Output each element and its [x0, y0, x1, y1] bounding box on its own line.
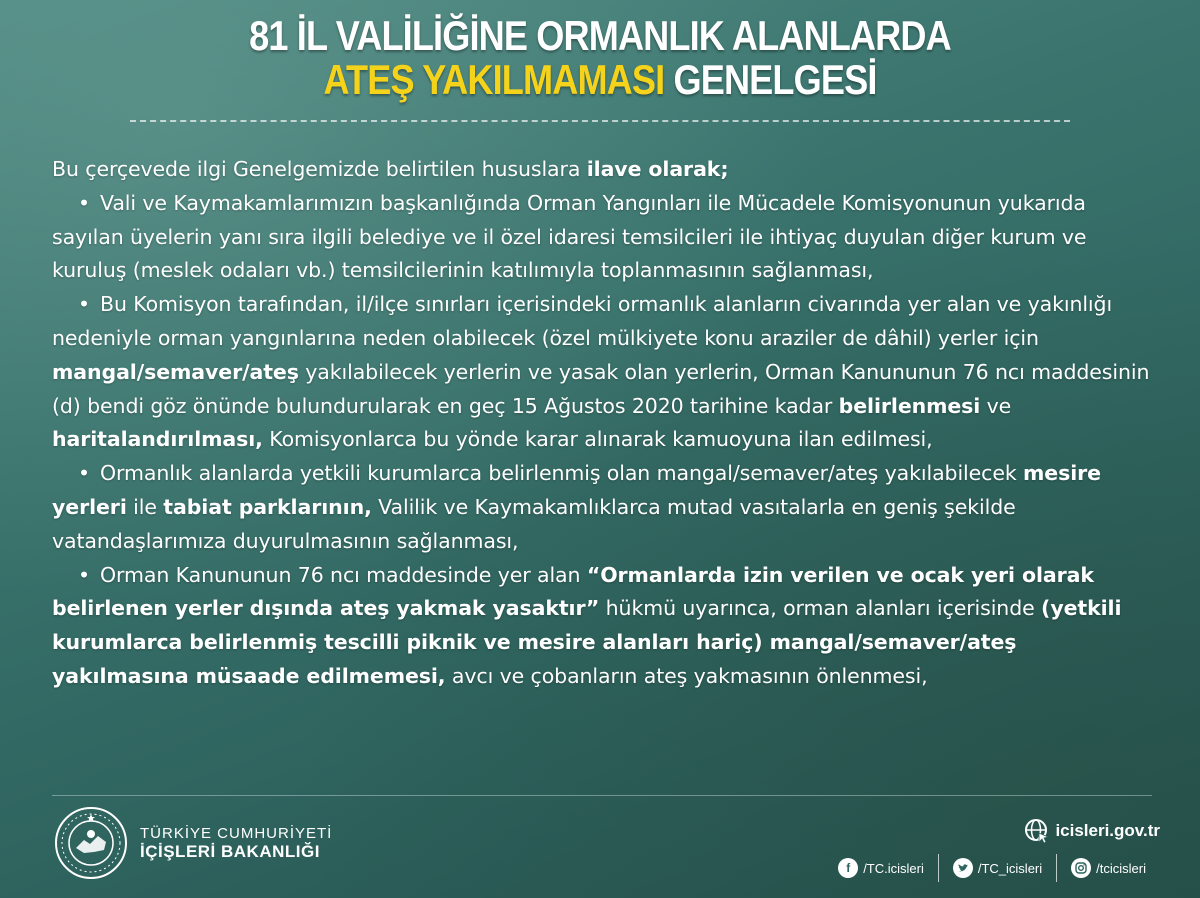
bullet-item-2	[52, 288, 1160, 457]
website-link[interactable]	[824, 818, 1160, 844]
instagram-link[interactable]	[1057, 858, 1160, 878]
twitter-handle: /TC_icisleri	[977, 860, 1043, 876]
bullet-4-text-e: avcı ve çobanların ateş yakmasının önlenmesi,	[445, 663, 928, 688]
bullet-1-text: Vali ve Kaymakamlarımızın başkanlığında Orman Yangınları ile Mücadele Komisyonunun yukarıda sayılan üyelerin yanı sıra ilgili belediye ve il özel idaresi temsilcileri ile ihtiyaç duyulan diğer kurum ve kuruluş (meslek odaları vb.) temsilcilerinin katılımıyla toplanmasının sağlanması,	[52, 190, 1087, 283]
footer-divider	[52, 795, 1152, 796]
title-line-2	[84, 58, 1116, 102]
instagram-icon	[1071, 858, 1091, 878]
social-links	[824, 854, 1160, 882]
title-divider	[130, 120, 1070, 122]
ministry-line-2: İÇİŞLERİ BAKANLIĞI	[140, 841, 320, 861]
bullet-2-bold-b: mangal/semaver/ateş	[52, 359, 299, 384]
intro-text: Bu çerçevede ilgi Genelgemizde belirtilen hususlara	[52, 157, 587, 181]
bullet-2-text-g: Komisyonlarca bu yönde karar alınarak kamuoyuna ilan edilmesi,	[262, 427, 933, 452]
bullet-dot: •	[78, 292, 90, 317]
bullet-item-3	[52, 457, 1160, 558]
twitter-link[interactable]	[939, 858, 1056, 878]
title-line-1: 81 İL VALİLİĞİNE ORMANLIK ALANLARDA	[249, 12, 951, 59]
website-text: icisleri.gov.tr	[1055, 821, 1160, 840]
ministry-name	[140, 825, 332, 862]
facebook-link[interactable]	[824, 858, 938, 878]
bullet-3-text-e: Valilik ve Kaymakamlıklarca mutad vasıtalarla en geniş şekilde vatandaşlarımıza duyurulmasının sağlanması,	[52, 494, 1016, 553]
bullet-dot: •	[78, 190, 90, 215]
ministry-branding	[54, 806, 332, 880]
ministry-line-1: TÜRKİYE CUMHURİYETİ	[140, 824, 333, 842]
bullet-3-bold-b: mesire yerleri	[52, 461, 1101, 519]
title-rest: GENELGESİ	[664, 56, 877, 104]
twitter-icon	[953, 858, 973, 878]
facebook-icon: f	[838, 858, 858, 878]
bullet-2-bold-f: haritalandırılması,	[52, 427, 263, 452]
bullet-dot: •	[78, 461, 90, 486]
circular-body	[52, 153, 1160, 694]
globe-cursor-icon	[1024, 818, 1050, 844]
bullet-4-bold-b: “Ormanlarda izin verilen ve ocak yeri olarak belirlenen yerler dışında ateş yakmak yasaktır”	[52, 562, 1094, 621]
instagram-handle: /tcicisleri	[1096, 860, 1146, 876]
title-highlight: ATEŞ YAKILMAMASI	[323, 56, 665, 104]
bullet-2-text-c: yakılabilecek yerlerin ve yasak olan yerlerin, Orman Kanununun 76 ncı maddesinin (d) bendi göz önünde bulundurularak en geç 15 Ağustos 2020 tarihine kadar	[52, 359, 1150, 418]
facebook-handle: /TC.icisleri	[863, 860, 924, 876]
bullet-4-text-a: Orman Kanununun 76 ncı maddesinde yer alan	[100, 562, 587, 587]
bullet-2-text-a: Bu Komisyon tarafından, il/ilçe sınırları içerisindeki ormanlık alanların civarında yer alan ve yakınlığı nedeniyle orman yangınlarına neden olabilecek (özel mülkiyete konu araziler de dâhil) yerler için	[52, 292, 1113, 350]
bullet-2-bold-d: belirlenmesi	[838, 393, 981, 418]
contact-links	[824, 818, 1160, 882]
intro-paragraph	[52, 153, 1160, 187]
page-title	[84, 14, 1116, 102]
bullet-3-bold-d: tabiat parklarının,	[163, 494, 372, 519]
bullet-item-4	[52, 559, 1160, 694]
ministry-seal-icon	[54, 806, 128, 880]
bullet-3-text-c: ile	[126, 494, 164, 519]
bullet-2-text-e: ve	[980, 393, 1012, 418]
bullet-item-1	[52, 187, 1160, 288]
bullet-4-text-c: hükmü uyarınca, orman alanları içerisinde	[599, 596, 1042, 621]
intro-bold: ilave olarak;	[586, 157, 729, 181]
bullet-4-bold-d: (yetkili kurumlarca belirlenmiş tescilli piknik ve mesire alanları hariç) mangal/semaver/ateş yakılmasına müsaade edilmemesi,	[52, 596, 1122, 688]
bullet-3-text-a: Ormanlık alanlarda yetkili kurumlarca belirlenmiş olan mangal/semaver/ateş yakılabilecek	[100, 461, 1024, 486]
bullet-dot: •	[78, 562, 90, 587]
